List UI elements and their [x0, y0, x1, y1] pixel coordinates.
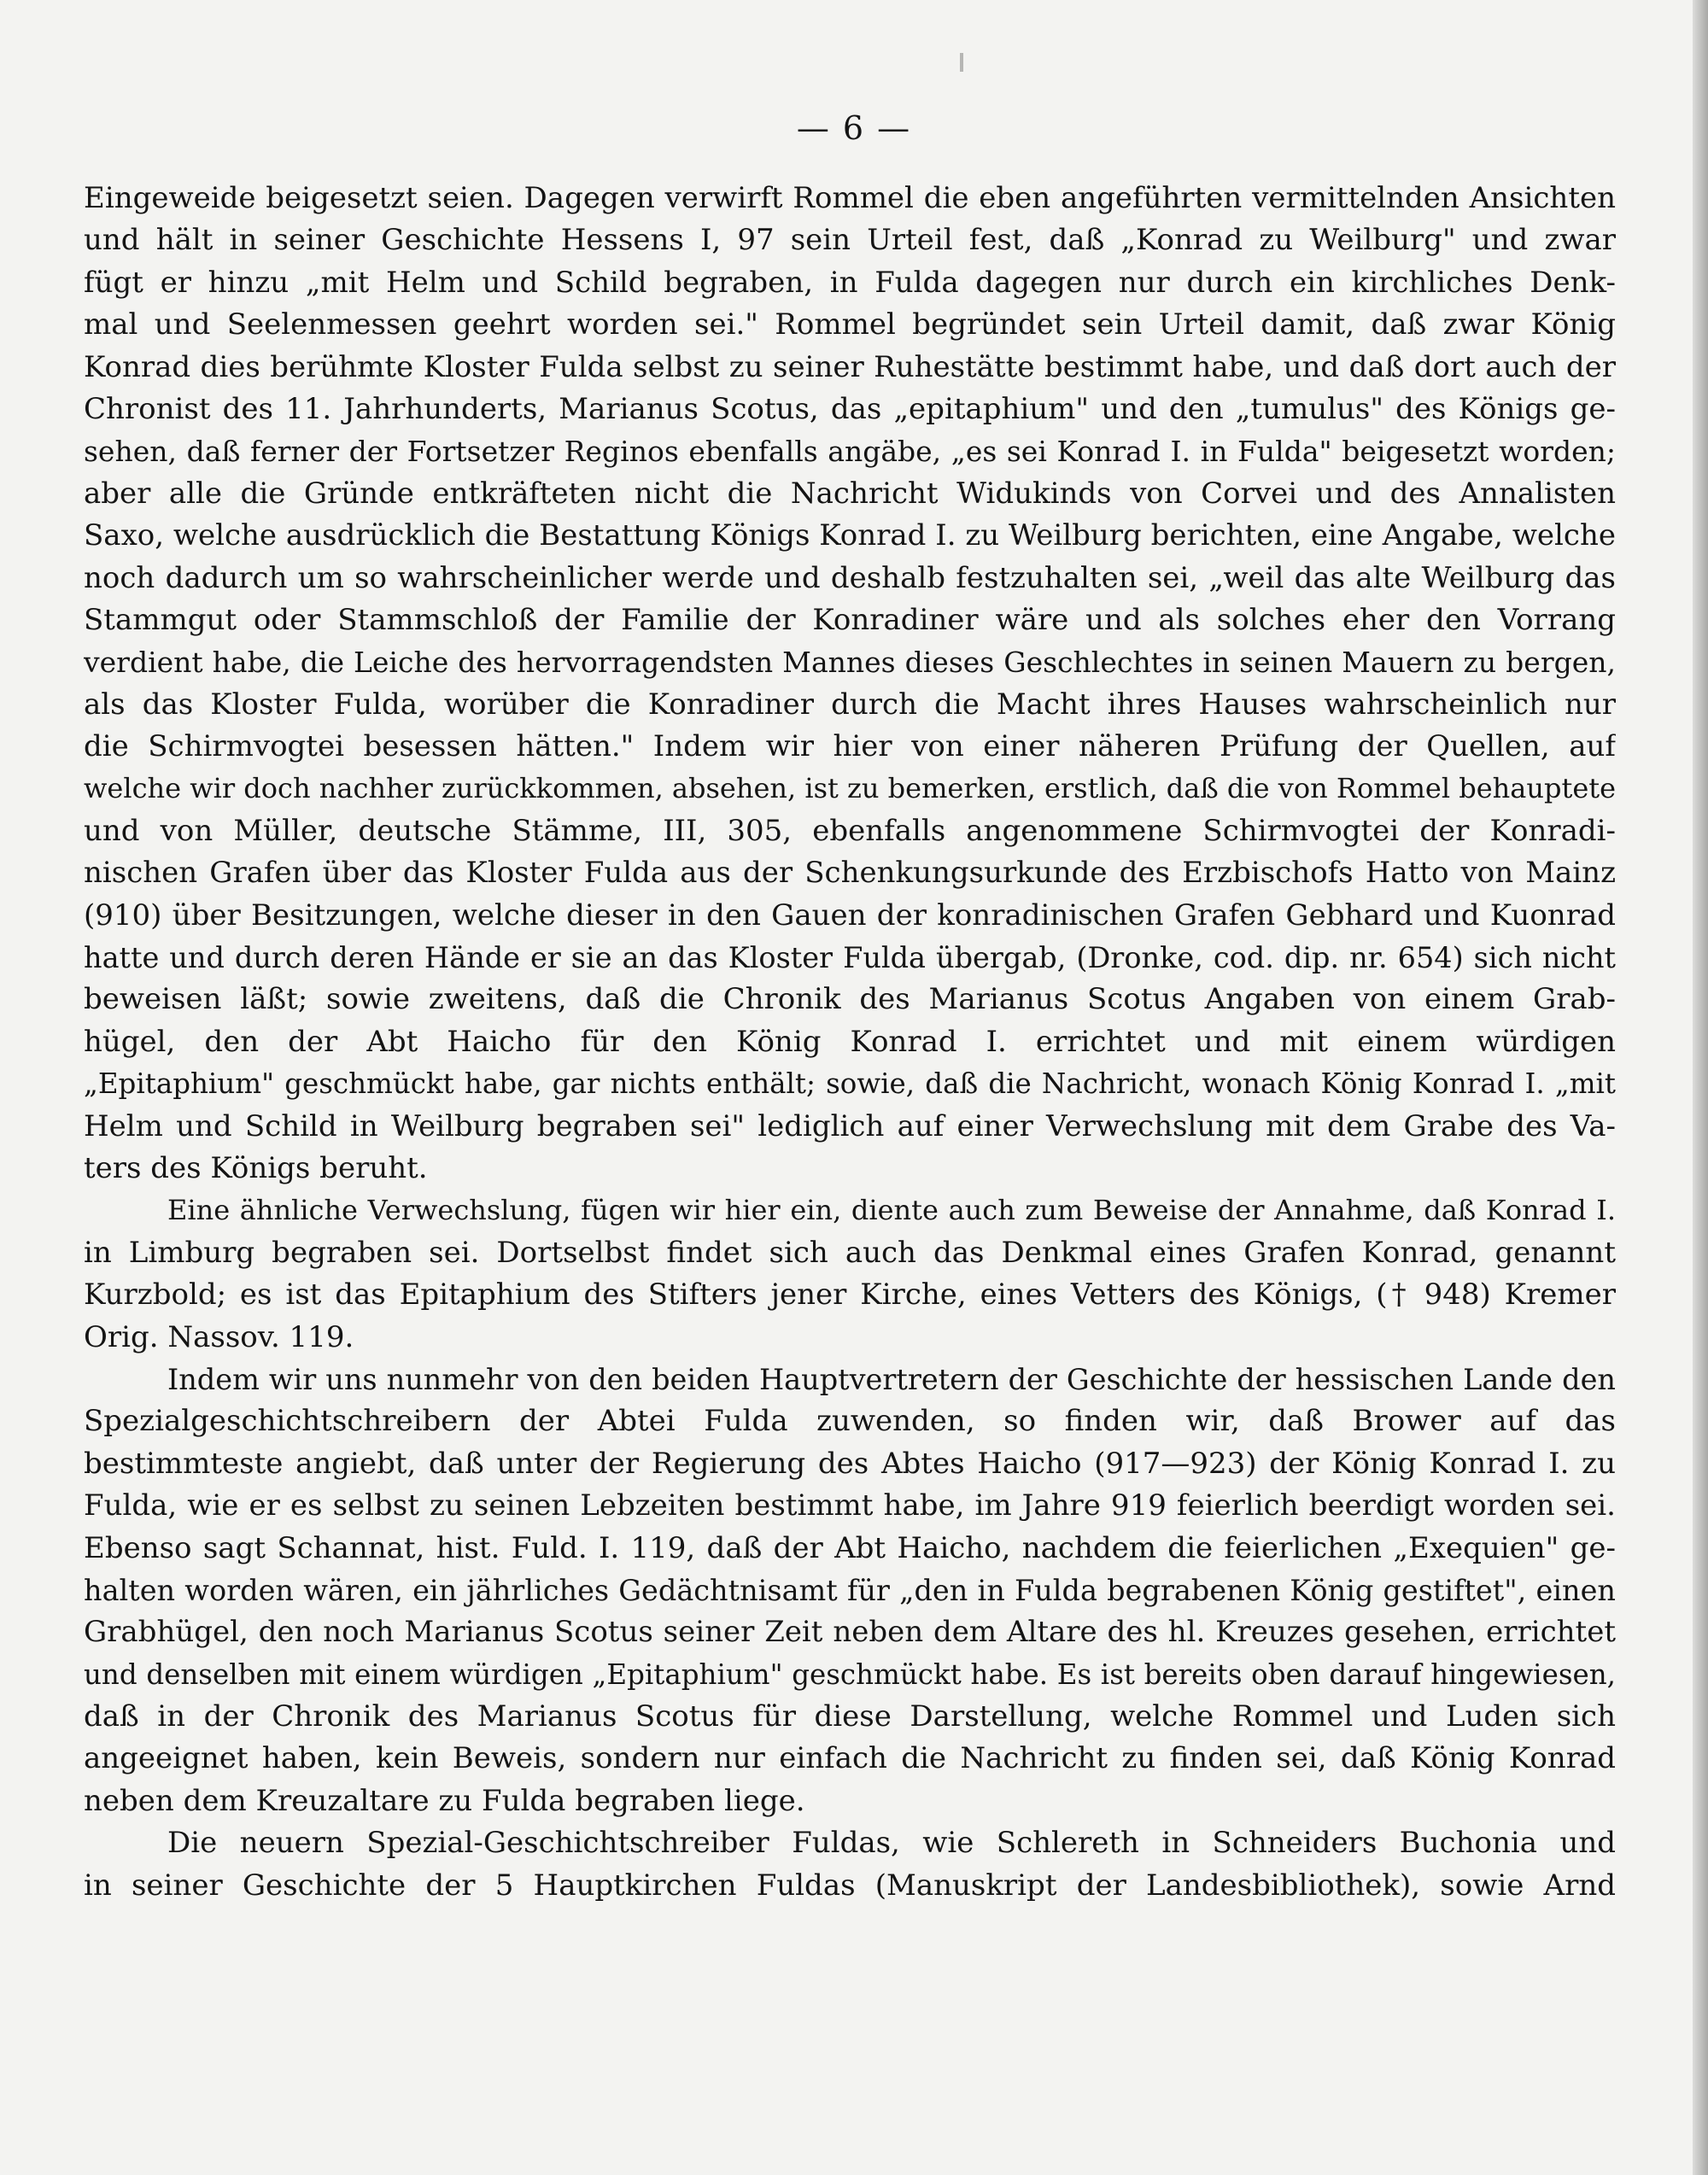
text-line: aber alle die Gründe entkräfteten nicht die Nachricht Widukinds von Corvei und des Annalisten — [84, 476, 1616, 511]
text-line: daß in der Chronik des Marianus Scotus für diese Darstellung, welche Rommel und Luden sich — [84, 1699, 1616, 1734]
text-line: in seiner Geschichte der 5 Hauptkirchen Fuldas (Manuskript der Landesbibliothek), sowie Arnd — [84, 1868, 1616, 1903]
text-line: ters des Königs beruht. — [84, 1150, 428, 1185]
paragraph-start-line: Die neuern Spezial-Geschichtschreiber Fuldas, wie Schlereth in Schneiders Buchonia und — [167, 1826, 1616, 1861]
paragraph-start-line: Indem wir uns nunmehr von den beiden Hauptvertretern der Geschichte der hessischen Lande den — [167, 1362, 1616, 1396]
text-line: verdient habe, die Leiche des hervorragendsten Mannes dieses Geschlechtes in seinen Mauern zu bergen, — [84, 646, 1616, 680]
text-line: neben dem Kreuzaltare zu Fulda begraben liege. — [84, 1783, 805, 1818]
text-line: Saxo, welche ausdrücklich die Bestattung Königs Konrad I. zu Weilburg berichten, eine Angabe, welche — [84, 518, 1616, 553]
text-line: beweisen läßt; sowie zweitens, daß die Chronik des Marianus Scotus Angaben von einem Grab- — [84, 982, 1616, 1017]
text-line: und hält in seiner Geschichte Hessens I, 97 sein Urteil fest, daß „Konrad zu Weilburg" und zwar — [84, 223, 1616, 258]
text-line: hügel, den der Abt Haicho für den König Konrad I. errichtet und mit einem würdigen — [84, 1024, 1616, 1059]
text-line: die Schirmvogtei besessen hätten." Indem wir hier von einer näheren Prüfung der Quellen, auf — [84, 729, 1616, 764]
text-line: Helm und Schild in Weilburg begraben sei" lediglich auf einer Verwechslung mit dem Grabe des Va- — [84, 1108, 1616, 1143]
page-number: — 6 — — [796, 109, 912, 147]
text-line: angeeignet haben, kein Beweis, sondern nur einfach die Nachricht zu finden sei, daß König Konrad — [84, 1741, 1616, 1776]
text-line: sehen, daß ferner der Fortsetzer Reginos ebenfalls angäbe, „es sei Konrad I. in Fulda" beigesetzt worden; — [84, 435, 1616, 469]
paragraph-start-line: Eine ähnliche Verwechslung, fügen wir hier ein, diente auch zum Beweise der Annahme, daß Konrad I. — [167, 1194, 1616, 1227]
text-line: Orig. Nassov. 119. — [84, 1319, 354, 1354]
text-line: Stammgut oder Stammschloß der Familie der Konradiner wäre und als solches eher den Vorrang — [84, 602, 1616, 637]
text-line: Ebenso sagt Schannat, hist. Fuld. I. 119, daß der Abt Haicho, nachdem die feierlichen „Exequien" ge- — [84, 1530, 1616, 1565]
body-text — [84, 178, 1616, 1907]
text-line: (910) über Besitzungen, welche dieser in den Gauen der konradinischen Grafen Gebhard und Kuonrad — [84, 897, 1616, 933]
text-line: als das Kloster Fulda, worüber die Konradiner durch die Macht ihres Hauses wahrscheinlich nur — [84, 687, 1616, 722]
text-line: und denselben mit einem würdigen „Epitaphium" geschmückt habe. Es ist bereits oben darauf hingewiesen, — [84, 1658, 1616, 1691]
text-line: Eingeweide beigesetzt seien. Dagegen verwirft Rommel die eben angeführten vermittelnden Ansichten — [84, 181, 1616, 215]
text-line: mal und Seelenmessen geehrt worden sei." Rommel begründet sein Urteil damit, daß zwar König — [84, 307, 1616, 342]
text-line: fügt er hinzu „mit Helm und Schild begraben, in Fulda dagegen nur durch ein kirchliches Denk- — [84, 265, 1616, 300]
text-line: Chronist des 11. Jahrhunderts, Marianus Scotus, das „epitaphium" und den „tumulus" des Königs ge- — [84, 391, 1616, 426]
page-edge-shadow — [1693, 0, 1708, 2175]
text-line: Kurzbold; es ist das Epitaphium des Stifters jener Kirche, eines Vetters des Königs, († 948) Kremer — [84, 1278, 1616, 1313]
text-line: Fulda, wie er es selbst zu seinen Lebzeiten bestimmt habe, im Jahre 919 feierlich beerdigt worden sei. — [84, 1488, 1616, 1523]
text-line: Grabhügel, den noch Marianus Scotus seiner Zeit neben dem Altare des hl. Kreuzes gesehen, errichtet — [84, 1615, 1616, 1650]
text-line: Konrad dies berühmte Kloster Fulda selbst zu seiner Ruhestätte bestimmt habe, und daß dort auch der — [84, 349, 1616, 384]
scan-speck — [960, 53, 963, 72]
text-line: halten worden wären, ein jährliches Gedächtnisamt für „den in Fulda begrabenen König gestiftet", einen — [84, 1573, 1616, 1607]
text-line: in Limburg begraben sei. Dortselbst findet sich auch das Denkmal eines Grafen Konrad, genannt — [84, 1235, 1616, 1270]
text-line: noch dadurch um so wahrscheinlicher werde und deshalb festzuhalten sei, „weil das alte Weilburg das — [84, 560, 1616, 595]
text-line: hatte und durch deren Hände er sie an das Kloster Fulda übergab, (Dronke, cod. dip. nr. 654) sich nicht — [84, 941, 1616, 975]
text-line: bestimmteste angiebt, daß unter der Regierung des Abtes Haicho (917—923) der König Konrad I. zu — [84, 1446, 1616, 1481]
text-line: Spezialgeschichtschreibern der Abtei Fulda zuwenden, so finden wir, daß Brower auf das — [84, 1404, 1616, 1439]
text-line: welche wir doch nachher zurückkommen, absehen, ist zu bemerken, erstlich, daß die von Rommel behauptete — [84, 772, 1616, 805]
text-line: „Epitaphium" geschmückt habe, gar nichts enthält; sowie, daß die Nachricht, wonach König Konrad I. „mit — [84, 1067, 1616, 1101]
text-line: und von Müller, deutsche Stämme, III, 305, ebenfalls angenommene Schirmvogtei der Konradi- — [84, 813, 1616, 848]
text-line: nischen Grafen über das Kloster Fulda aus der Schenkungsurkunde des Erzbischofs Hatto von Mainz — [84, 856, 1616, 891]
